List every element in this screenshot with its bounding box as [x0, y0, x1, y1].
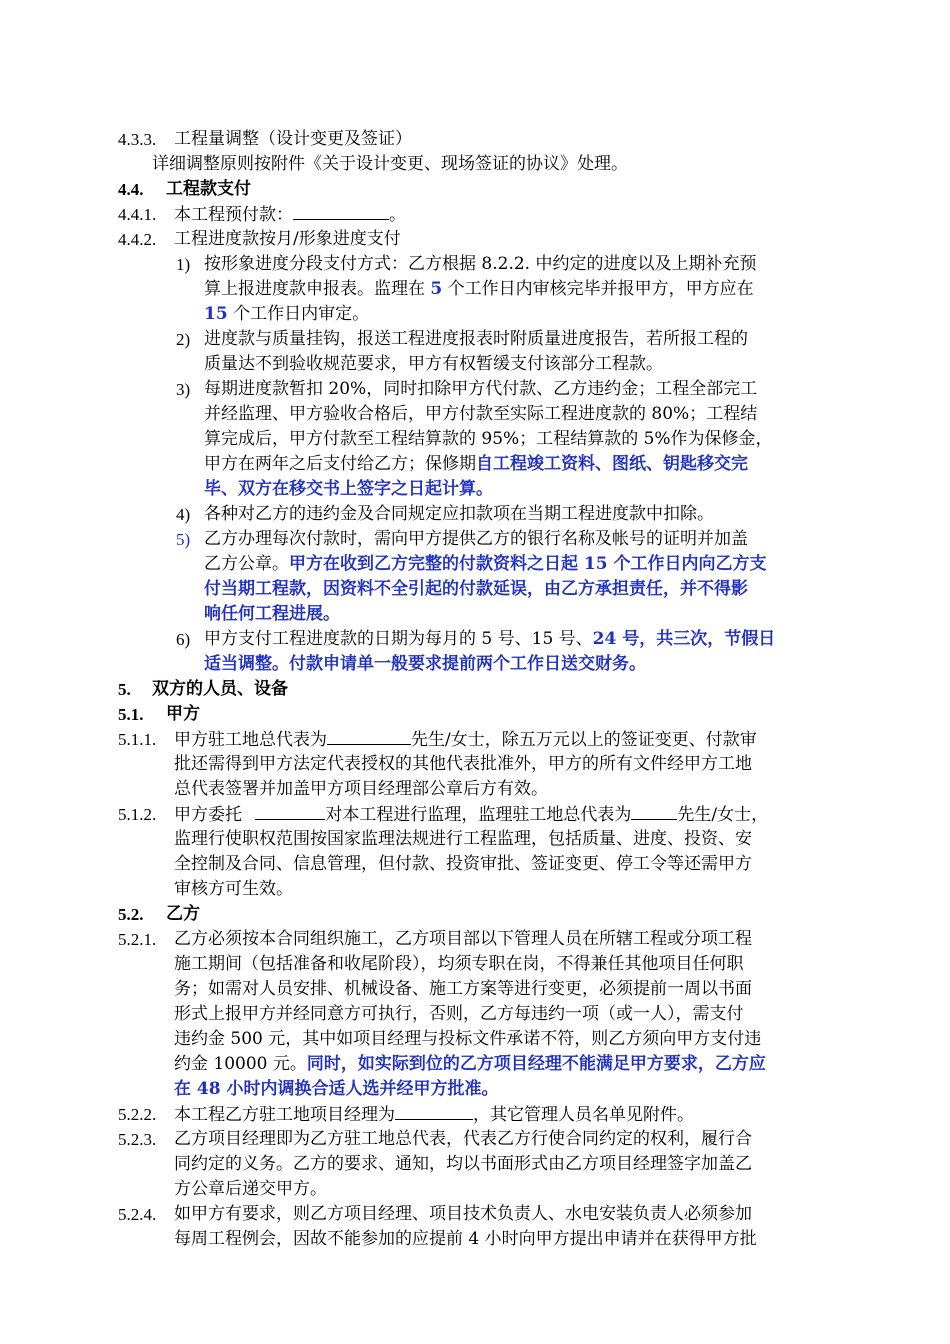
list-text: 甲方支付工程进度款的日期为每月的 5 号、15 号、24 号，共三次，节假日: [204, 629, 776, 649]
list-text: 质量达不到验收规范要求，甲方有权暂缓支付该部分工程款。: [204, 354, 663, 374]
clause-text: 甲方委托 对本工程进行监理，监理驻工地总代表为 先生/女士，: [174, 802, 768, 828]
clause-text: 全控制及合同、信息管理，但付款、投资审批、签证变更、停工令等还需甲方: [174, 854, 752, 874]
list-text: 各种对乙方的违约金及合同规定应扣款项在当期工程进度款中扣除。: [204, 504, 714, 524]
clause-number: 5.2.4.: [118, 1205, 157, 1224]
clause-text: 每周工程例会，因故不能参加的应提前 4 小时向甲方提出申请并在获得甲方批: [174, 1229, 757, 1249]
section-number: 5.1.: [118, 705, 144, 724]
clause-text: 监理行使职权范围按国家监理法规进行工程监理，包括质量、进度、投资、安: [174, 829, 752, 849]
list-text: 付当期工程款，因资料不全引起的付款延误，由乙方承担责任，并不得影: [204, 579, 748, 599]
clause-number: 4.3.3.: [118, 130, 157, 149]
section-number: 5.: [118, 680, 131, 699]
clause-text: 形式上报甲方并经同意方可执行，否则，乙方每违约一项（或一人），需支付: [174, 1004, 744, 1024]
list-text: 甲方在两年之后支付给乙方；保修期自工程竣工资料、图纸、钥匙移交完: [204, 454, 748, 474]
blank-field: [255, 802, 325, 820]
list-text: 乙方办理每次付款时，需向甲方提供乙方的银行名称及帐号的证明并加盖: [204, 529, 748, 549]
clause-text: 工程进度款按月/形象进度支付: [174, 229, 401, 249]
list-text: 每期进度款暂扣 20%，同时扣除甲方代付款、乙方违约金；工程全部完工: [204, 379, 758, 399]
list-text: 进度款与质量挂钩，报送工程进度报表时附质量进度报告，若所报工程的: [204, 329, 748, 349]
list-number: 3): [176, 380, 191, 399]
list-text: 算上报进度款申报表。监理在 5 个工作日内审核完毕并报甲方，甲方应在: [204, 279, 754, 299]
clause-number: 5.1.2.: [118, 805, 157, 824]
section-number: 5.2.: [118, 905, 144, 924]
list-number: 4): [176, 505, 191, 524]
clause-text: 详细调整原则按附件《关于设计变更、现场签证的协议》处理。: [152, 154, 628, 174]
section-number: 4.4.: [118, 180, 144, 199]
list-text: 乙方公章。甲方在收到乙方完整的付款资料之日起 15 个工作日内向乙方支: [204, 554, 767, 574]
list-number: 6): [176, 630, 191, 649]
section-heading: 双方的人员、设备: [152, 679, 288, 699]
clause-number: 5.2.1.: [118, 930, 157, 949]
list-text: 适当调整。付款申请单一般要求提前两个工作日送交财务。: [204, 654, 646, 674]
clause-text: 务；如需对人员安排、机械设备、施工方案等进行变更，必须提前一周以书面: [174, 979, 752, 999]
clause-text: 方公章后递交甲方。: [174, 1179, 327, 1199]
clause-number: 4.4.2.: [118, 230, 157, 249]
clause-text: 约金 10000 元。同时，如实际到位的乙方项目经理不能满足甲方要求，乙方应: [174, 1054, 766, 1074]
clause-text: 工程量调整（设计变更及签证）: [174, 129, 412, 149]
clause-text: 违约金 500 元，其中如项目经理与投标文件承诺不符，则乙方须向甲方支付违: [174, 1029, 762, 1049]
clause-text: 本工程乙方驻工地项目经理为 ，其它管理人员名单见附件。: [174, 1102, 694, 1128]
clause-number: 4.4.1.: [118, 205, 157, 224]
clause-text: 总代表签署并加盖甲方项目经理部公章后方有效。: [174, 779, 548, 799]
list-text: 毕、双方在移交书上签字之日起计算。: [204, 479, 493, 499]
list-text: 并经监理、甲方验收合格后，甲方付款至实际工程进度款的 80%；工程结: [204, 404, 758, 424]
list-number: 1): [176, 255, 191, 274]
list-text: 响任何工程进展。: [204, 604, 340, 624]
clause-text: 施工期间（包括准备和收尾阶段），均须专职在岗，不得兼任其他项目任何职: [174, 954, 744, 974]
clause-text: 在 48 小时内调换合适人选并经甲方批准。: [174, 1079, 499, 1099]
list-text: 15 个工作日内审定。: [204, 304, 370, 324]
clause-text: 甲方驻工地总代表为 先生/女士，除五万元以上的签证变更、付款审: [174, 727, 757, 753]
clause-text: 乙方必须按本合同组织施工，乙方项目部以下管理人员在所辖工程或分项工程: [174, 929, 752, 949]
list-text: 算完成后，甲方付款至工程结算款的 95%；工程结算款的 5%作为保修金，: [204, 429, 773, 449]
blank-field: [631, 802, 677, 820]
list-text: 按形象进度分段支付方式：乙方根据 8.2.2. 中约定的进度以及上期补充预: [204, 254, 757, 274]
blank-field: [327, 727, 411, 745]
list-number: 2): [176, 330, 191, 349]
clause-text: 乙方项目经理即为乙方驻工地总代表，代表乙方行使合同约定的权利，履行合: [174, 1129, 752, 1149]
clause-text: 批还需得到甲方法定代表授权的其他代表批准外，甲方的所有文件经甲方工地: [174, 754, 752, 774]
section-heading: 乙方: [166, 904, 200, 924]
clause-text: 如甲方有要求，则乙方项目经理、项目技术负责人、水电安装负责人必须参加: [174, 1204, 752, 1224]
section-heading: 甲方: [166, 704, 200, 724]
clause-text: 同约定的义务。乙方的要求、通知，均以书面形式由乙方项目经理签字加盖乙: [174, 1154, 752, 1174]
blank-field: [293, 202, 389, 220]
blank-field: [395, 1102, 473, 1120]
list-number: 5): [176, 530, 191, 549]
clause-number: 5.2.2.: [118, 1105, 157, 1124]
clause-number: 5.1.1.: [118, 730, 157, 749]
clause-text: 审核方可生效。: [174, 879, 293, 899]
clause-number: 5.2.3.: [118, 1130, 157, 1149]
section-heading: 工程款支付: [166, 179, 251, 199]
clause-text: 本工程预付款： 。: [174, 202, 406, 228]
